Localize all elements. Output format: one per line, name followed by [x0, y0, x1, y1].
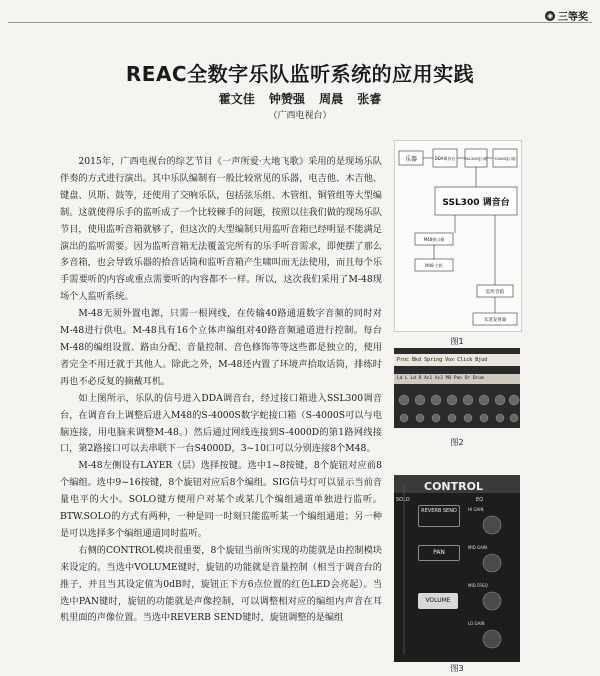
console-knobs-svg — [394, 386, 520, 428]
label-instrument: 乐器 — [404, 156, 418, 163]
label-ssl300: SSL300 调音台 — [442, 198, 510, 208]
award-badge — [545, 8, 588, 23]
figure-2-caption: 图2 — [450, 438, 464, 447]
label-dda: DDA调音台 — [434, 156, 456, 161]
control-title: CONTROL — [424, 480, 483, 493]
article-body — [60, 154, 382, 627]
figure-2-photo — [394, 348, 520, 428]
article-affiliation: （广西电视台） — [268, 111, 332, 121]
label-m48-box: M48接口箱 — [423, 237, 445, 242]
paragraph: 右侧的CONTROL模块很重要，8个旋钮当前所实现的功能就是由控制模块来设定的。当选中VOLUME键时，旋钮的功能就是音量控制（相当于调音台的推子，并且当其设定值为0dB时，旋钮正下方6点位置的红色LED会亮起）。当选中PAN键时，旋钮的功能就是声像控制，可以调整相对应的编组内声音在耳机里面的声像位置。当选中REVERB SEND键时，旋钮调整的是编组 — [60, 544, 382, 624]
pan-button: PAN — [418, 545, 460, 561]
volume-button: VOLUME — [418, 593, 458, 609]
eq-knob-label: HI GAIN — [468, 507, 484, 512]
figure-1-diagram — [394, 140, 522, 332]
eq-knobs-svg — [394, 475, 520, 662]
label-monitor: 监听音箱 — [486, 290, 504, 295]
figure-3-photo — [394, 475, 520, 662]
eq-knob-label: MID FREQ — [468, 583, 488, 588]
badge-label: 三等奖 — [558, 12, 588, 23]
figure-1-caption: 图1 — [450, 337, 464, 346]
reverb-send-button: REVERB SEND — [418, 505, 460, 527]
label-ear: 耳返发射器 — [483, 318, 507, 323]
solo-label: SOLO — [396, 497, 410, 503]
channel-strip-label: Ld L Ld R Ac1 Ac2 MD Pan Dr Drum — [394, 374, 520, 384]
label-s3000: S3000接口箱 — [494, 157, 516, 161]
award-icon: ◉ — [546, 11, 554, 20]
paragraph: 2015年，广西电视台的综艺节目《一声所爱·大地飞歌》采用的是现场乐队伴奏的方式进行演出。其中乐队编制有一般比较常见的乐器，电吉他、木吉他、键盘、贝斯、鼓等，还使用了交响乐队，包括弦乐组、木管组、铜管组等大型编制。这就使得乐手的监听成了一个比较棘手的问题，按照以往我们做的现场乐队节目，使用监听音箱就够了，但这次的大型编制只用监听音箱已经明显不能满足演出的监听需要。因为监听音箱无法覆盖完所有的乐手听音需求，即便摆了那么多音箱，也会导致乐器的拾音话筒和监听音箱产生啸叫而无法使用，而且每个乐手需要听的内容或重点需要听的内容都不一样。所以，这次我们采用了M-48现场个人监听系统。 — [60, 156, 382, 303]
article-authors: 霍文佳 钟赞强 周晨 张睿 — [218, 92, 382, 106]
header-rule — [8, 22, 592, 23]
eq-label: EQ — [476, 497, 484, 503]
label-m48-main: M48 主机 — [425, 263, 443, 268]
label-ssl-box: SSL300接口箱 — [464, 157, 488, 161]
paragraph: M-48左侧设有LAYER（层）选择按键。选中1~8按键，8个旋钮对应前8个编组。选中9~16按键，8个旋钮对应后8个编组。SIG信号灯可以显示当前音量电平的大小。SOLO键方便用户对某个或某几个编组通道单独进行监听。BTW.SOLO的方式有两种，一种是同一时刻只能监听某一个编组通道；另一种是可以选择多个编组通道同时监听。 — [60, 460, 382, 539]
tape-strip-label: Proc Bkd Spring Vox Click Bjud — [394, 354, 520, 366]
figure-3-caption: 图3 — [450, 664, 464, 673]
article-title: REAC全数字乐队监听系统的应用实践 — [125, 62, 475, 86]
paragraph: 如上图所示，乐队的信号进入DDA调音台，经过接口箱进入SSL300调音台，在调音台上调整后进入M48的S-4000S数字蛇接口箱（S-4000S可以与电脑连接，用电脑来调整M-48。）然后通过网线连接到S-4000D的第1路网线接口，第2路接口可以去串联下一台S4000D，3~10口可以分别连接8个M48。 — [60, 392, 382, 455]
paragraph: M-48无须外置电源，只需一根网线，在传输40路通道数字音频的同时对M-48进行供电。M-48具有16个立体声编组对40路音频通道进行控制。每台M-48的编组设置、路由分配、音量控制、音色修饰等等这些都是独立的，使用者完全不用迁就于其他人。除此之外，M-48还内置了环境声拾取话筒，排练时再也不必反复的摘戴耳机。 — [60, 308, 382, 387]
signal-flow-svg — [395, 141, 521, 331]
eq-knob-label: MID GAIN — [468, 545, 487, 550]
eq-knob-label: LO GAIN — [468, 621, 485, 626]
